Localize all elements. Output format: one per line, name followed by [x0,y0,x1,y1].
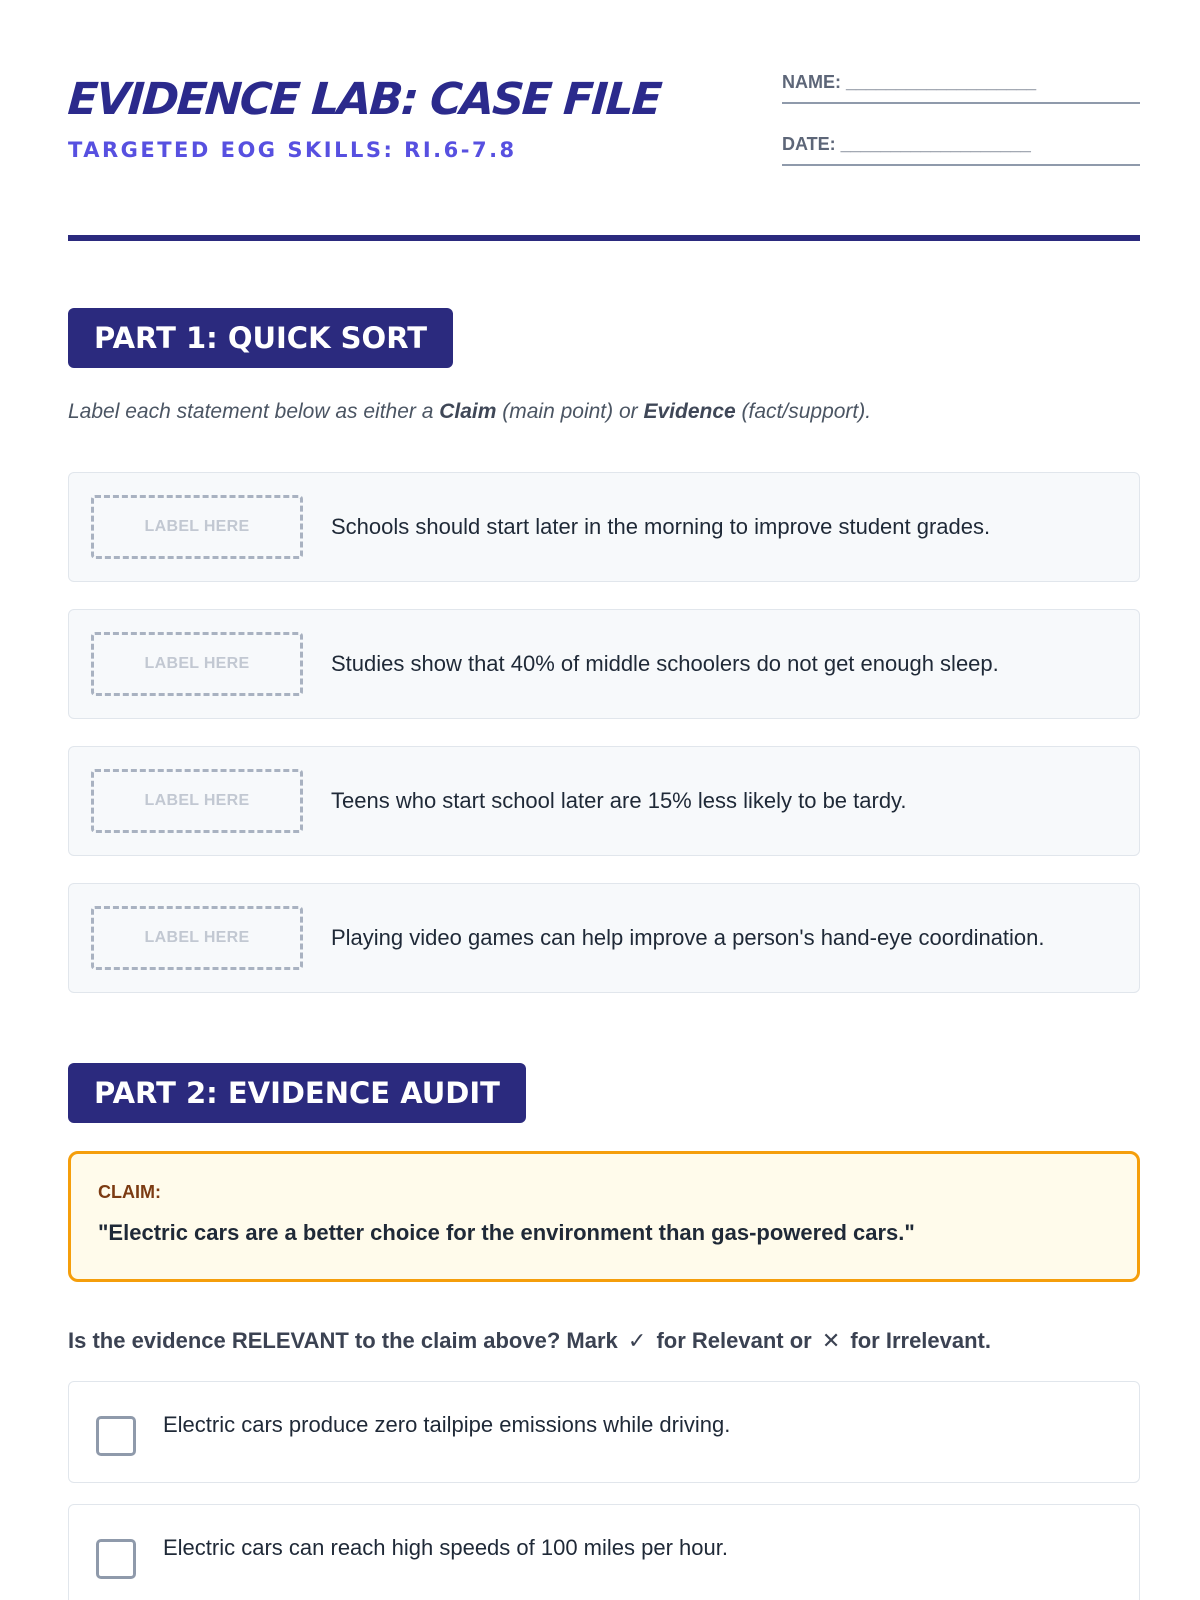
check-icon: ✓ [627,1328,647,1353]
label-drop-box[interactable]: LABEL HERE [91,906,303,970]
evidence-item [68,1381,1140,1483]
sort-statement: Playing video games can help improve a person's hand-eye coordination. [331,925,1045,950]
claim-text: "Electric cars are a better choice for the environment than gas-powered cars." [98,1220,915,1245]
page-title: EVIDENCE LAB: CASE FILE [66,74,662,125]
cross-icon: ✕ [821,1328,841,1353]
claim-box [68,1151,1140,1282]
worksheet-header [68,68,1140,168]
label-drop-box[interactable]: LABEL HERE [91,495,303,559]
page-subtitle: TARGETED EOG SKILLS: RI.6-7.8 [68,138,517,162]
evidence-statement: Electric cars produce zero tailpipe emissions while driving. [163,1412,731,1437]
label-drop-box[interactable]: LABEL HERE [91,632,303,696]
sort-item [68,472,1140,582]
relevance-checkbox[interactable] [96,1539,136,1579]
date-field[interactable]: DATE: ___________________ [782,130,1140,166]
audit-question: Is the evidence RELEVANT to the claim above? Mark ✓ for Relevant or ✕ for Irrelevant. [68,1328,991,1353]
claim-term: Claim [439,400,497,423]
sort-statement: Teens who start school later are 15% less likely to be tardy. [331,788,907,813]
claim-label: CLAIM: [98,1182,161,1202]
part2-heading: PART 2: EVIDENCE AUDIT [68,1063,526,1123]
header-divider [68,235,1140,241]
sort-item [68,746,1140,856]
sort-statement: Studies show that 40% of middle schoolers do not get enough sleep. [331,651,999,676]
sort-statement: Schools should start later in the morning to improve student grades. [331,514,991,539]
label-drop-box[interactable]: LABEL HERE [91,769,303,833]
evidence-statement: Electric cars can reach high speeds of 100 miles per hour. [163,1535,728,1560]
sort-item [68,609,1140,719]
relevance-checkbox[interactable] [96,1416,136,1456]
name-field[interactable]: NAME: ___________________ [782,68,1140,104]
part1-instructions: Label each statement below as either a Claim (main point) or Evidence (fact/support). [68,400,872,423]
sort-item [68,883,1140,993]
part1-heading: PART 1: QUICK SORT [68,308,453,368]
evidence-item [68,1504,1140,1600]
evidence-term: Evidence [643,400,736,423]
